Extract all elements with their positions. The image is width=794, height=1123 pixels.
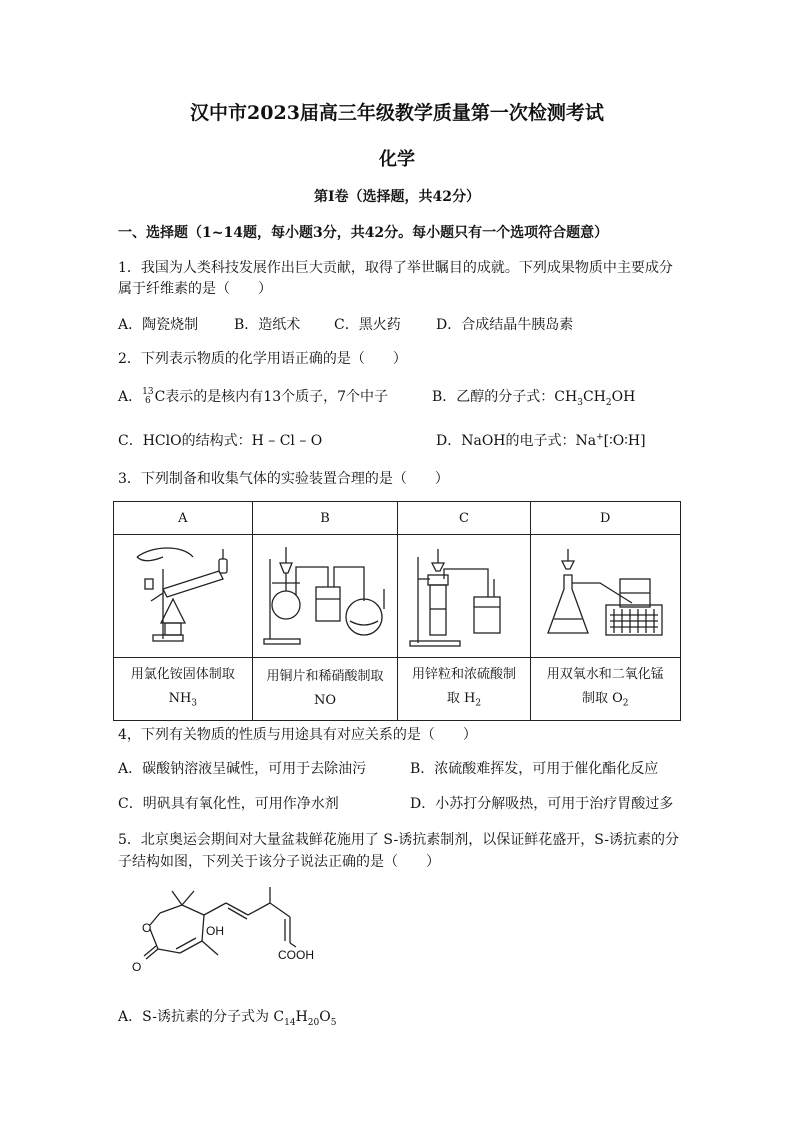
q2-option-a: A．13 6 C表示的是核内有13个质子，7个中子: [118, 387, 389, 406]
q1-stem-line2: 属于纤维素的是（ ）: [118, 281, 272, 297]
apparatus-table: [113, 501, 681, 721]
col-header-c: C: [398, 502, 530, 535]
apparatus-a-figure: [114, 535, 253, 658]
apparatus-c-drawing: [404, 539, 524, 649]
apparatus-c-figure: [398, 535, 530, 658]
q2-option-c: C．HClO的结构式：H – Cl – O: [118, 433, 323, 449]
mol-carboxyl: COOH: [278, 948, 314, 962]
caption-d: 用双氧水和二氧化锰 制取 $O_2$: [530, 658, 680, 721]
apparatus-a-drawing: [123, 539, 243, 649]
caption-c: 用锌粒和浓硫酸制 取 $H_2$: [398, 658, 530, 721]
col-header-b: B: [252, 502, 398, 535]
caption-b: 用铜片和稀硝酸制取 NO: [252, 658, 398, 721]
mol-carbonyl-oxygen: O: [132, 960, 142, 974]
subject-title: 化学: [379, 149, 415, 170]
mol-hydroxyl: OH: [206, 924, 224, 938]
q2-option-d: D．NaOH的电子式：Na+[∶O∶H]: [436, 432, 646, 449]
section-heading: 一、选择题（1~14题，每小题3分，共42分。每小题只有一个选项符合题意）: [118, 225, 609, 241]
page-title: 汉中市2023届高三年级教学质量第一次检测考试: [190, 102, 604, 124]
molecule-structure: [120, 885, 330, 984]
apparatus-d-figure: [530, 535, 680, 658]
q4-option-b: B．浓硫酸难挥发，可用于催化酯化反应: [410, 761, 659, 777]
q1-stem-line1: 1．我国为人类科技发展作出巨大贡献，取得了举世瞩目的成就。下列成果物质中主要成分: [118, 260, 673, 276]
col-header-d: D: [530, 502, 680, 535]
q1-option-b: B．造纸术: [234, 317, 301, 333]
caption-a: 用氯化铵固体制取 $NH_3$: [114, 658, 253, 721]
q1-option-a: A．陶瓷烧制: [118, 317, 199, 333]
apparatus-d-drawing: [540, 539, 670, 649]
volume-heading: 第Ⅰ卷（选择题，共42分）: [313, 189, 481, 205]
apparatus-b-figure: [252, 535, 398, 658]
q3-stem: 3．下列制备和收集气体的实验装置合理的是（ ）: [118, 471, 449, 487]
mol-ring-oxygen: O: [142, 921, 152, 935]
q1-option-d: D．合成结晶牛胰岛素: [436, 317, 574, 333]
q5-stem-line2: 子结构如图，下列关于该分子说法正确的是（ ）: [118, 854, 440, 870]
col-header-a: A: [114, 502, 253, 535]
q4-option-d: D．小苏打分解吸热，可用于治疗胃酸过多: [410, 796, 674, 812]
q4-stem: 4，下列有关物质的性质与用途具有对应关系的是（ ）: [118, 727, 477, 743]
q2-stem: 2．下列表示物质的化学用语正确的是（ ）: [118, 351, 407, 367]
q2-option-b: B．乙醇的分子式：$CH_3CH_2OH$: [432, 389, 636, 408]
q1-option-c: C．黑火药: [334, 317, 401, 333]
apparatus-b-drawing: [260, 539, 390, 649]
q4-option-a: A．碳酸钠溶液呈碱性，可用于去除油污: [118, 761, 367, 777]
q5-stem-line1: 5．北京奥运会期间对大量盆栽鲜花施用了 S-诱抗素制剂，以保证鲜花盛开，S-诱抗素的分: [118, 832, 680, 848]
q5-option-a: A．S-诱抗素的分子式为 $C_{14}H_{20}O_5$: [118, 1009, 337, 1028]
q4-option-c: C．明矾具有氧化性，可用作净水剂: [118, 796, 339, 812]
